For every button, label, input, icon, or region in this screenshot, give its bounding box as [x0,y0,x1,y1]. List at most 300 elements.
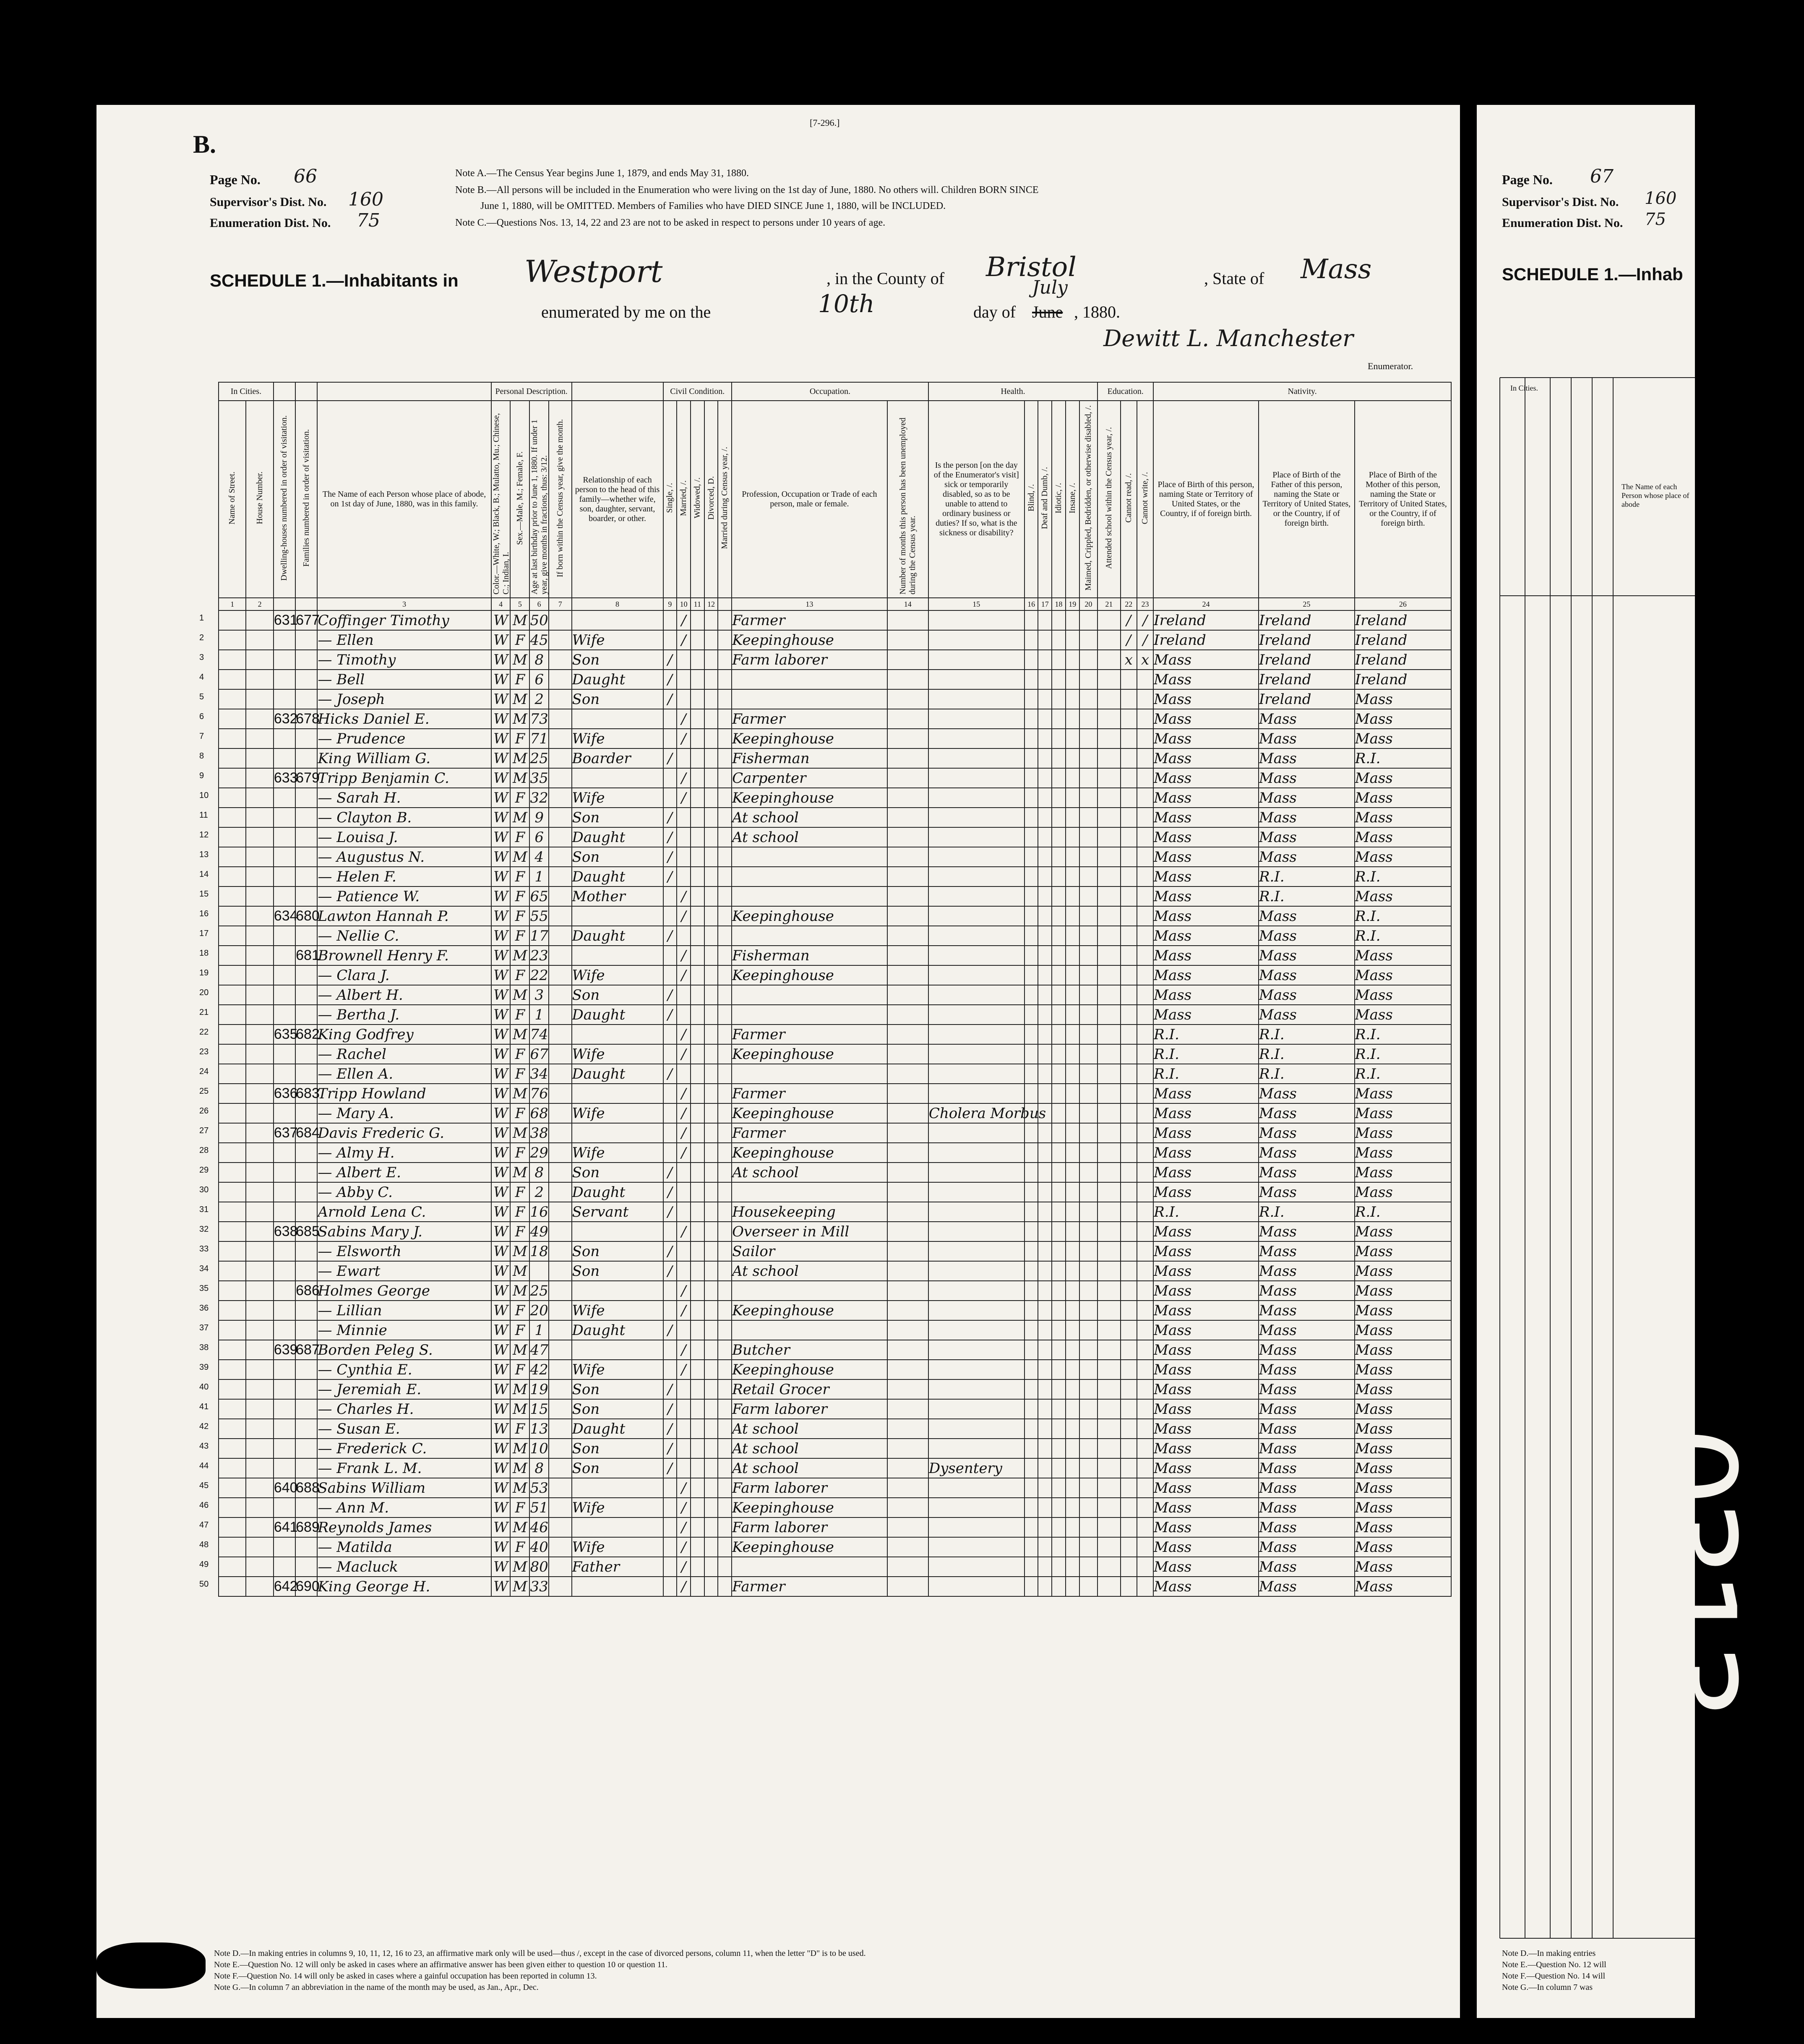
sickness [928,689,1025,709]
dwelling-number [274,748,295,768]
relationship: Daught [572,670,663,689]
cannot-write-mark [1137,729,1153,748]
occupation: Keepinghouse [732,906,887,926]
maimed-mark [1079,1084,1098,1103]
idiotic-mark [1052,1577,1066,1596]
maimed-mark [1079,1202,1098,1222]
color-code: W [491,650,511,670]
maimed-mark [1079,1163,1098,1182]
deaf-mark [1038,1222,1052,1241]
married-mark: / [677,1577,691,1596]
row-number: 34 [199,1264,209,1273]
census-row [219,1379,1451,1399]
street-cell [219,1281,246,1301]
cannot-read-mark: x [1121,650,1137,670]
born-month-cell [549,1498,572,1517]
cannot-write-mark [1137,827,1153,847]
column-number: 18 [1052,598,1066,610]
color-code: W [491,1557,511,1577]
idiotic-mark [1052,1399,1066,1419]
occupation: Farmer [732,709,887,729]
sex-code: M [510,808,529,827]
dwelling-number [274,946,295,965]
color-code: W [491,1143,511,1163]
birthplace: Mass [1153,886,1259,906]
mother-birthplace: Mass [1355,1419,1451,1439]
born-month-cell [549,1163,572,1182]
widowed-mark [691,1103,704,1123]
school-mark [1098,1261,1121,1281]
widowed-mark [691,630,704,650]
house-number-cell [246,1281,273,1301]
insane-mark [1066,1498,1079,1517]
relationship [572,1281,663,1301]
insane-mark [1066,906,1079,926]
dwelling-number [274,886,295,906]
column-number [718,598,732,610]
divorced-mark [704,788,718,808]
house-number-cell [246,1498,273,1517]
married-year-mark [718,906,732,926]
married-year-mark [718,1419,732,1439]
col-maimed: Maimed, Crippled, Bedridden, or otherwise disabled, /. [1083,405,1093,591]
row-number: 30 [199,1185,209,1194]
school-mark [1098,946,1121,965]
enumerated-label: enumerated by me on the [541,302,711,321]
widowed-mark [691,827,704,847]
divorced-mark [704,1241,718,1261]
deaf-mark [1038,906,1052,926]
divorced-mark [704,1577,718,1596]
dwelling-number [274,867,295,886]
widowed-mark [691,689,704,709]
house-number-cell [246,1103,273,1123]
divorced-mark [704,1103,718,1123]
school-mark [1098,1103,1121,1123]
color-code: W [491,768,511,788]
divorced-mark [704,1163,718,1182]
born-month-cell [549,906,572,926]
father-birthplace: Mass [1259,729,1355,748]
column-number: 25 [1259,598,1355,610]
cannot-read-mark [1121,1439,1137,1458]
age-value: 55 [529,906,549,926]
family-number [295,630,317,650]
single-mark [663,1301,677,1320]
row-number: 31 [199,1205,209,1214]
house-number-cell [246,1320,273,1340]
schedule-title: SCHEDULE 1.—Inhabitants in [210,271,459,290]
person-name: Tripp Howland [317,1084,491,1103]
note-c: Note C.—Questions Nos. 13, 14, 22 and 23 are not to be asked in respect to persons under 10 years of age. [455,217,886,228]
idiotic-mark [1052,709,1066,729]
person-name: — Macluck [317,1557,491,1577]
deaf-mark [1038,748,1052,768]
sex-code: F [510,1182,529,1202]
born-month-cell [549,1320,572,1340]
blind-mark [1025,788,1038,808]
census-row [219,630,1451,650]
dwelling-number: 638 [274,1222,295,1241]
school-mark [1098,1064,1121,1084]
census-row [219,1478,1451,1498]
unemployed-months [887,808,928,827]
person-name: — Bertha J. [317,1005,491,1025]
cannot-read-mark [1121,1261,1137,1281]
widowed-mark [691,1557,704,1577]
family-number [295,1202,317,1222]
idiotic-mark [1052,867,1066,886]
married-mark [677,1399,691,1419]
relationship [572,610,663,630]
col-age: Age at last birthday prior to June 1, 1880. If under 1 year, give months in fractions, thus: 3/12. [530,419,549,594]
deaf-mark [1038,1301,1052,1320]
blind-mark [1025,1143,1038,1163]
birthplace: Mass [1153,965,1259,985]
relationship: Son [572,689,663,709]
born-month-cell [549,1301,572,1320]
maimed-mark [1079,768,1098,788]
divorced-mark [704,1064,718,1084]
row-number: 37 [199,1323,209,1332]
house-number-cell [246,946,273,965]
relationship [572,1084,663,1103]
father-birthplace: Ireland [1259,630,1355,650]
maimed-mark [1079,1182,1098,1202]
married-year-mark [718,1123,732,1143]
color-code: W [491,670,511,689]
sex-code: M [510,1379,529,1399]
sickness [928,808,1025,827]
married-mark: / [677,1537,691,1557]
person-name: — Ewart [317,1261,491,1281]
born-month-cell [549,788,572,808]
age-value: 10 [529,1439,549,1458]
cannot-read-mark [1121,1360,1137,1379]
sex-code: F [510,886,529,906]
mother-birthplace: Mass [1355,689,1451,709]
insane-mark [1066,1025,1079,1044]
single-mark [663,630,677,650]
street-cell [219,689,246,709]
married-year-mark [718,1301,732,1320]
column-number-row [219,598,1451,610]
unemployed-months [887,1005,928,1025]
birthplace: Mass [1153,1281,1259,1301]
cannot-read-mark [1121,1301,1137,1320]
enumeration-label: Enumeration Dist. No. [210,216,331,230]
father-birthplace: Mass [1259,1281,1355,1301]
dwelling-number [274,1044,295,1064]
town-value: Westport [524,254,663,289]
blind-mark [1025,1399,1038,1419]
street-cell [219,1399,246,1419]
father-birthplace: Mass [1259,965,1355,985]
unemployed-months [887,1222,928,1241]
unemployed-months [887,965,928,985]
color-code: W [491,1202,511,1222]
father-birthplace: Mass [1259,1340,1355,1360]
color-code: W [491,926,511,946]
age-value: 29 [529,1143,549,1163]
birthplace: Mass [1153,1577,1259,1596]
person-name: — Ellen [317,630,491,650]
person-name: — Albert E. [317,1163,491,1182]
born-month-cell [549,768,572,788]
maimed-mark [1079,788,1098,808]
widowed-mark [691,670,704,689]
sex-code: M [510,1241,529,1261]
widowed-mark [691,1537,704,1557]
father-birthplace: Mass [1259,1399,1355,1419]
family-number [295,729,317,748]
color-code: W [491,1163,511,1182]
widowed-mark [691,1084,704,1103]
blind-mark [1025,1557,1038,1577]
insane-mark [1066,827,1079,847]
color-code: W [491,1419,511,1439]
birthplace: Mass [1153,926,1259,946]
cannot-write-mark [1137,768,1153,788]
street-cell [219,808,246,827]
widowed-mark [691,1182,704,1202]
relationship: Daught [572,867,663,886]
father-birthplace: Mass [1259,1498,1355,1517]
person-name: — Clayton B. [317,808,491,827]
divorced-mark [704,650,718,670]
month-label: day of [973,302,1016,321]
street-cell [219,630,246,650]
census-row [219,906,1451,926]
cannot-read-mark [1121,985,1137,1005]
single-mark: / [663,847,677,867]
house-number-cell [246,1439,273,1458]
insane-mark [1066,1478,1079,1498]
maimed-mark [1079,1044,1098,1064]
insane-mark [1066,1123,1079,1143]
house-number-cell [246,1340,273,1360]
row-number: 49 [199,1560,209,1569]
married-year-mark [718,946,732,965]
idiotic-mark [1052,985,1066,1005]
married-mark: / [677,630,691,650]
born-month-cell [549,1379,572,1399]
column-number: 3 [317,598,491,610]
relationship [572,1123,663,1143]
divorced-mark [704,1498,718,1517]
color-code: W [491,1320,511,1340]
school-mark [1098,827,1121,847]
house-number-cell [246,1478,273,1498]
insane-mark [1066,1241,1079,1261]
born-month-cell [549,867,572,886]
cannot-write-mark [1137,1320,1153,1340]
school-mark [1098,1478,1121,1498]
unemployed-months [887,1123,928,1143]
widowed-mark [691,1005,704,1025]
color-code: W [491,827,511,847]
single-mark: / [663,1458,677,1478]
rp-enumeration-label: Enumeration Dist. No. [1502,216,1623,230]
born-month-cell [549,748,572,768]
insane-mark [1066,1537,1079,1557]
census-row [219,1360,1451,1379]
born-month-cell [549,1577,572,1596]
row-number: 14 [199,870,209,879]
deaf-mark [1038,630,1052,650]
divorced-mark [704,729,718,748]
married-mark: / [677,1557,691,1577]
widowed-mark [691,808,704,827]
occupation: Keepinghouse [732,1360,887,1379]
house-number-cell [246,650,273,670]
mother-birthplace: Mass [1355,1439,1451,1458]
occupation: Carpenter [732,768,887,788]
father-birthplace: Mass [1259,847,1355,867]
census-row [219,670,1451,689]
cannot-read-mark [1121,965,1137,985]
census-row [219,1103,1451,1123]
divorced-mark [704,867,718,886]
birthplace: Ireland [1153,610,1259,630]
birthplace: Mass [1153,1458,1259,1478]
insane-mark [1066,946,1079,965]
relationship: Son [572,1439,663,1458]
single-mark: / [663,748,677,768]
mother-birthplace: Ireland [1355,670,1451,689]
family-number [295,867,317,886]
divorced-mark [704,1123,718,1143]
census-row [219,1419,1451,1439]
cannot-read-mark [1121,1064,1137,1084]
column-number: 24 [1153,598,1259,610]
row-number: 20 [199,988,209,997]
cannot-write-mark [1137,886,1153,906]
family-number: 684 [295,1123,317,1143]
blind-mark [1025,709,1038,729]
sex-code: F [510,1103,529,1123]
maimed-mark [1079,985,1098,1005]
rp-enumeration-value: 75 [1645,210,1666,229]
blind-mark [1025,1340,1038,1360]
census-page-right [1477,105,1695,2018]
cannot-write-mark [1137,1025,1153,1044]
birthplace: Mass [1153,808,1259,827]
header-education: Education. [1098,382,1153,401]
idiotic-mark [1052,1517,1066,1537]
street-cell [219,946,246,965]
blind-mark [1025,1025,1038,1044]
state-label: , State of [1204,269,1264,288]
father-birthplace: Mass [1259,1163,1355,1182]
sickness [928,610,1025,630]
house-number-cell [246,729,273,748]
family-number: 686 [295,1281,317,1301]
column-number: 6 [529,598,549,610]
cannot-write-mark [1137,748,1153,768]
maimed-mark [1079,965,1098,985]
divorced-mark [704,946,718,965]
married-year-mark [718,689,732,709]
mother-birthplace: Mass [1355,729,1451,748]
divorced-mark [704,1025,718,1044]
cannot-read-mark [1121,886,1137,906]
sex-code: M [510,748,529,768]
house-number-cell [246,886,273,906]
widowed-mark [691,946,704,965]
divorced-mark [704,847,718,867]
divorced-mark [704,1517,718,1537]
row-number: 47 [199,1520,209,1530]
dwelling-number [274,689,295,709]
single-mark: / [663,1261,677,1281]
idiotic-mark [1052,946,1066,965]
sickness [928,1557,1025,1577]
mother-birthplace: Mass [1355,1005,1451,1025]
row-number: 35 [199,1284,209,1293]
idiotic-mark [1052,1360,1066,1379]
maimed-mark [1079,709,1098,729]
family-number: 677 [295,610,317,630]
married-year-mark [718,1281,732,1301]
note-b-line1: Note B.—All persons will be included in the Enumeration who were living on the 1st day of June, 1880. No others will. Children BORN SINCE [455,185,1039,196]
deaf-mark [1038,768,1052,788]
mother-birthplace: Ireland [1355,630,1451,650]
age-value: 2 [529,689,549,709]
school-mark [1098,610,1121,630]
widowed-mark [691,1517,704,1537]
row-number: 19 [199,968,209,978]
sex-code: F [510,1143,529,1163]
house-number-cell [246,926,273,946]
birthplace: Mass [1153,1537,1259,1557]
color-code: W [491,1399,511,1419]
person-name: — Ann M. [317,1498,491,1517]
born-month-cell [549,1103,572,1123]
relationship [572,768,663,788]
cannot-read-mark [1121,689,1137,709]
married-year-mark [718,1517,732,1537]
school-mark [1098,1360,1121,1379]
relationship: Mother [572,886,663,906]
relationship: Son [572,1163,663,1182]
unemployed-months [887,1439,928,1458]
color-code: W [491,1241,511,1261]
color-code: W [491,1478,511,1498]
birthplace: Mass [1153,1360,1259,1379]
single-mark [663,1577,677,1596]
widowed-mark [691,1320,704,1340]
row-number: 17 [199,929,209,938]
maimed-mark [1079,650,1098,670]
color-code: W [491,906,511,926]
occupation [732,670,887,689]
insane-mark [1066,1458,1079,1478]
column-number: 1 [219,598,246,610]
born-month-cell [549,1123,572,1143]
occupation: Keepinghouse [732,630,887,650]
unemployed-months [887,847,928,867]
col-sex: Sex.—Male, M.; Female, F. [515,451,524,545]
married-year-mark [718,827,732,847]
cannot-read-mark [1121,1005,1137,1025]
mother-birthplace: Mass [1355,1360,1451,1379]
idiotic-mark [1052,1498,1066,1517]
month-value: July [1032,277,1068,298]
married-year-mark [718,1163,732,1182]
person-name: Brownell Henry F. [317,946,491,965]
dwelling-number [274,1005,295,1025]
